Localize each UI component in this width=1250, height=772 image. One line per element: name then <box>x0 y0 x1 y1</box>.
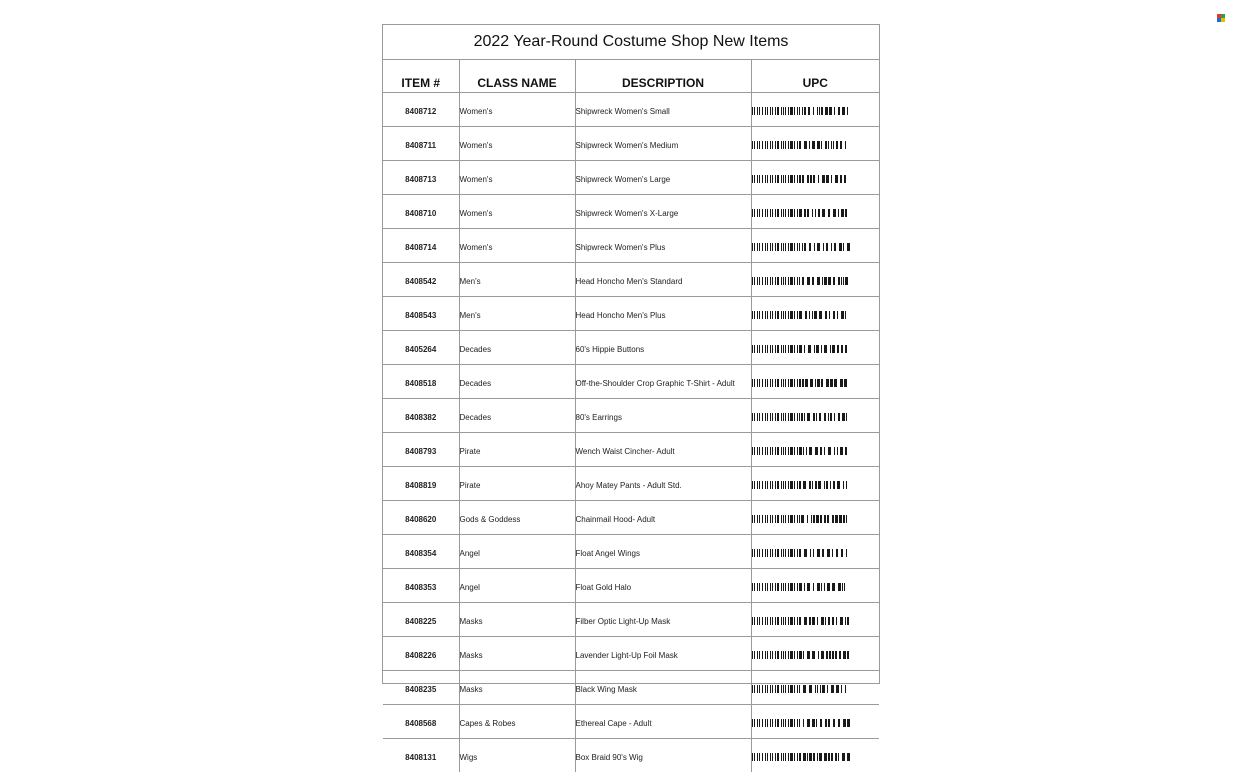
barcode-icon <box>752 107 848 115</box>
barcode-icon <box>752 311 849 319</box>
table-row <box>383 433 879 467</box>
table-row <box>383 195 879 229</box>
class-name-cell: Women's <box>459 195 575 229</box>
class-name-cell: Women's <box>459 127 575 161</box>
class-name-cell: Women's <box>459 161 575 195</box>
item-number-cell: 8408819 <box>383 467 459 501</box>
barcode-icon <box>752 243 850 251</box>
class-name-cell: Women's <box>459 93 575 127</box>
description-cell: Head Honcho Men's Plus <box>575 297 751 331</box>
barcode-icon <box>752 549 850 557</box>
class-name-cell: Women's <box>459 229 575 263</box>
items-table <box>383 60 879 772</box>
class-name-cell: Men's <box>459 297 575 331</box>
description-cell: Off-the-Shoulder Crop Graphic T-Shirt - Adult <box>575 365 751 399</box>
upc-cell <box>751 535 879 569</box>
barcode-icon <box>752 753 850 761</box>
description-cell: Shipwreck Women's Small <box>575 93 751 127</box>
table-header-row <box>383 60 879 93</box>
class-name-cell: Masks <box>459 603 575 637</box>
table-row <box>383 229 879 263</box>
upc-cell <box>751 467 879 501</box>
class-name-cell: Wigs <box>459 739 575 772</box>
class-name-cell: Angel <box>459 569 575 603</box>
upc-cell <box>751 331 879 365</box>
description-cell: Black Wing Mask <box>575 671 751 705</box>
item-number-cell: 8408793 <box>383 433 459 467</box>
table-row <box>383 127 879 161</box>
upc-cell <box>751 433 879 467</box>
item-number-cell: 8408710 <box>383 195 459 229</box>
table-row <box>383 671 879 705</box>
upc-cell <box>751 365 879 399</box>
class-name-cell: Men's <box>459 263 575 297</box>
item-number-cell: 8408353 <box>383 569 459 603</box>
table-body <box>383 93 879 772</box>
description-cell: Ahoy Matey Pants - Adult Std. <box>575 467 751 501</box>
class-name-cell: Pirate <box>459 433 575 467</box>
class-name-cell: Decades <box>459 331 575 365</box>
item-number-cell: 8408225 <box>383 603 459 637</box>
upc-cell <box>751 569 879 603</box>
table-row <box>383 467 879 501</box>
upc-cell <box>751 229 879 263</box>
table-row <box>383 535 879 569</box>
description-cell: Shipwreck Women's Large <box>575 161 751 195</box>
class-name-cell: Decades <box>459 365 575 399</box>
description-cell: Float Gold Halo <box>575 569 751 603</box>
class-name-cell: Decades <box>459 399 575 433</box>
barcode-icon <box>752 651 849 659</box>
table-row <box>383 297 879 331</box>
class-name-cell: Pirate <box>459 467 575 501</box>
class-name-cell: Capes & Robes <box>459 705 575 739</box>
table-row <box>383 93 879 127</box>
upc-cell <box>751 637 879 671</box>
table-row <box>383 365 879 399</box>
description-cell: Float Angel Wings <box>575 535 751 569</box>
barcode-icon <box>752 719 850 727</box>
description-cell: Shipwreck Women's Medium <box>575 127 751 161</box>
description-cell: Head Honcho Men's Standard <box>575 263 751 297</box>
class-name-cell: Gods & Goddess <box>459 501 575 535</box>
table-row <box>383 603 879 637</box>
table-row <box>383 161 879 195</box>
upc-cell <box>751 501 879 535</box>
upc-cell <box>751 263 879 297</box>
barcode-icon <box>752 413 848 421</box>
class-name-cell: Angel <box>459 535 575 569</box>
table-row <box>383 263 879 297</box>
upc-cell <box>751 671 879 705</box>
description-cell: Lavender Light-Up Foil Mask <box>575 637 751 671</box>
item-number-cell: 8408714 <box>383 229 459 263</box>
barcode-icon <box>752 209 849 217</box>
description-cell: Filber Optic Light-Up Mask <box>575 603 751 637</box>
description-cell: Ethereal Cape - Adult <box>575 705 751 739</box>
description-cell: Shipwreck Women's X-Large <box>575 195 751 229</box>
document-page <box>382 24 880 684</box>
item-number-cell: 8408131 <box>383 739 459 772</box>
description-cell: Box Braid 90's Wig <box>575 739 751 772</box>
barcode-icon <box>752 141 849 149</box>
upc-cell <box>751 297 879 331</box>
item-number-cell: 8408354 <box>383 535 459 569</box>
description-cell: Chainmail Hood- Adult <box>575 501 751 535</box>
upc-cell <box>751 603 879 637</box>
item-number-cell: 8408382 <box>383 399 459 433</box>
brand-logo-icon <box>1217 14 1225 22</box>
item-number-cell: 8408713 <box>383 161 459 195</box>
item-number-cell: 8408711 <box>383 127 459 161</box>
description-cell: 60's Hippie Buttons <box>575 331 751 365</box>
barcode-icon <box>752 277 848 285</box>
table-row <box>383 637 879 671</box>
upc-cell <box>751 161 879 195</box>
barcode-icon <box>752 515 849 523</box>
barcode-icon <box>752 379 849 387</box>
upc-cell <box>751 93 879 127</box>
header-class-name: CLASS NAME <box>459 60 575 93</box>
item-number-cell: 8405264 <box>383 331 459 365</box>
item-number-cell: 8408712 <box>383 93 459 127</box>
item-number-cell: 8408518 <box>383 365 459 399</box>
item-number-cell: 8408235 <box>383 671 459 705</box>
header-item-number: ITEM # <box>383 60 459 93</box>
class-name-cell: Masks <box>459 671 575 705</box>
barcode-icon <box>752 447 850 455</box>
upc-cell <box>751 195 879 229</box>
item-number-cell: 8408543 <box>383 297 459 331</box>
header-upc: UPC <box>751 60 879 93</box>
upc-cell <box>751 739 879 772</box>
table-row <box>383 705 879 739</box>
table-row <box>383 399 879 433</box>
barcode-icon <box>752 481 848 489</box>
item-number-cell: 8408568 <box>383 705 459 739</box>
table-row <box>383 739 879 772</box>
barcode-icon <box>752 175 848 183</box>
barcode-icon <box>752 685 848 693</box>
class-name-cell: Masks <box>459 637 575 671</box>
description-cell: Wench Waist Cincher- Adult <box>575 433 751 467</box>
header-description: DESCRIPTION <box>575 60 751 93</box>
table-row <box>383 501 879 535</box>
barcode-icon <box>752 345 850 353</box>
upc-cell <box>751 705 879 739</box>
document-title: 2022 Year-Round Costume Shop New Items <box>383 17 879 67</box>
description-cell: Shipwreck Women's Plus <box>575 229 751 263</box>
item-number-cell: 8408620 <box>383 501 459 535</box>
barcode-icon <box>752 583 848 591</box>
description-cell: 80's Earrings <box>575 399 751 433</box>
item-number-cell: 8408226 <box>383 637 459 671</box>
item-number-cell: 8408542 <box>383 263 459 297</box>
upc-cell <box>751 399 879 433</box>
document-title-cell <box>383 25 879 60</box>
barcode-icon <box>752 617 849 625</box>
upc-cell <box>751 127 879 161</box>
table-row <box>383 569 879 603</box>
table-row <box>383 331 879 365</box>
